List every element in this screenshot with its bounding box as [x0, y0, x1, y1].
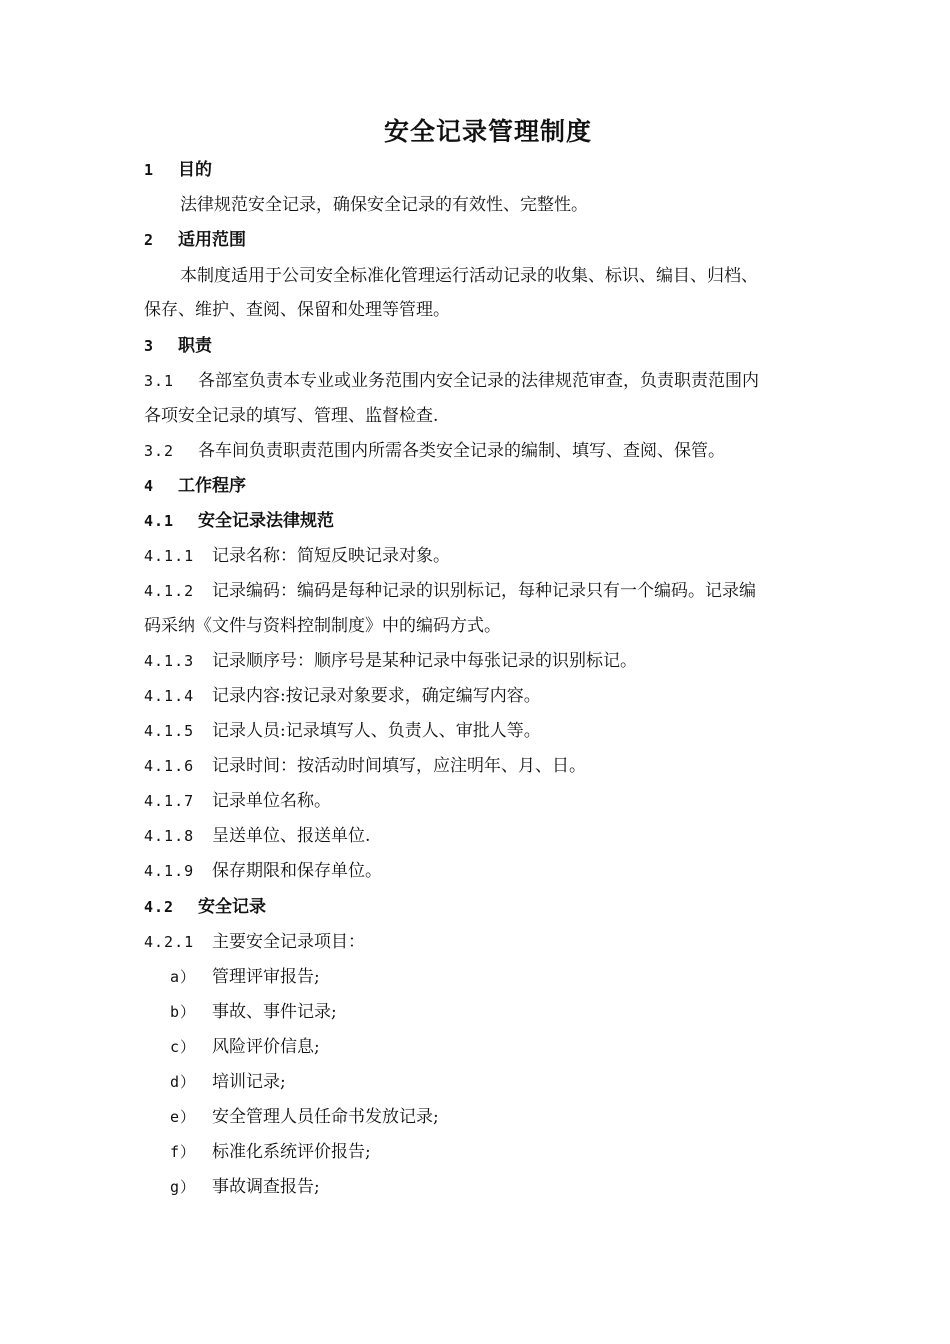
clause-number: 4.1.7 [144, 792, 195, 810]
clause-number: 4.1.9 [144, 862, 195, 880]
list-item-text: 事故调查报告; [212, 1177, 320, 1197]
section-1-heading [144, 158, 212, 182]
clause-number: 4.1.1 [144, 547, 195, 565]
list-marker: a） [170, 968, 197, 986]
clause-number: 4.1.5 [144, 722, 195, 740]
clause-text: 记录单位名称。 [212, 791, 331, 811]
clause-3-1 [144, 369, 759, 393]
clause-number: 4.1.3 [144, 652, 195, 670]
clause-number: 3.1 [144, 372, 175, 390]
list-marker: f） [170, 1143, 197, 1161]
list-item [170, 1000, 337, 1024]
section-3-heading [144, 334, 212, 358]
clause-4-1-6 [144, 754, 586, 778]
list-marker: b） [170, 1003, 197, 1021]
clause-4-1-8 [144, 824, 370, 848]
section-2-body-line-1: 本制度适用于公司安全标准化管理运行活动记录的收集、标识、编目、归档、 [180, 266, 758, 286]
clause-text: 记录名称：简短反映记录对象。 [212, 546, 450, 566]
clause-4-1-7 [144, 789, 331, 813]
list-marker: d） [170, 1073, 197, 1091]
clause-text: 记录顺序号：顺序号是某种记录中每张记录的识别标记。 [212, 651, 637, 671]
clause-4-1-1 [144, 544, 450, 568]
clause-number: 4.2.1 [144, 933, 195, 951]
document-title: 安全记录管理制度 [383, 117, 592, 146]
section-number: 3 [144, 337, 155, 355]
section-1-body: 法律规范安全记录，确保安全记录的有效性、完整性。 [180, 195, 588, 215]
clause-text: 记录时间：按活动时间填写，应注明年、月、日。 [212, 756, 586, 776]
list-marker: c） [170, 1038, 197, 1056]
list-item [170, 1070, 286, 1094]
clause-text: 保存期限和保存单位。 [212, 861, 382, 881]
list-item [170, 1035, 320, 1059]
clause-3-2 [144, 439, 725, 463]
list-item-text: 事故、事件记录; [212, 1002, 337, 1022]
list-item-text: 安全管理人员任命书发放记录; [212, 1107, 439, 1127]
section-4-heading [144, 474, 246, 498]
clause-text: 记录人员:记录填写人、负责人、审批人等。 [212, 721, 541, 741]
clause-text: 呈送单位、报送单位. [212, 826, 371, 846]
list-marker: g） [170, 1178, 197, 1196]
clause-text: 各车间负责职责范围内所需各类安全记录的编制、填写、查阅、保管。 [198, 441, 725, 461]
section-2-heading [144, 228, 246, 252]
subsection-4-1-heading [144, 509, 334, 533]
list-item-text: 培训记录; [212, 1072, 286, 1092]
section-number: 2 [144, 231, 155, 249]
section-number: 4 [144, 477, 155, 495]
list-item [170, 1175, 320, 1199]
subsection-number: 4.1 [144, 512, 175, 530]
clause-4-1-3 [144, 649, 637, 673]
subsection-number: 4.2 [144, 898, 175, 916]
section-title: 工作程序 [178, 476, 246, 496]
clause-number: 4.1.4 [144, 687, 195, 705]
section-title: 职责 [178, 336, 212, 356]
subsection-title: 安全记录法律规范 [198, 511, 334, 531]
subsection-title: 安全记录 [198, 897, 266, 917]
list-item-text: 管理评审报告; [212, 967, 320, 987]
clause-text: 记录编码：编码是每种记录的识别标记，每种记录只有一个编码。记录编 [212, 581, 756, 601]
section-number: 1 [144, 161, 155, 179]
clause-number: 4.1.2 [144, 582, 195, 600]
clause-3-1-continuation: 各项安全记录的填写、管理、监督检查. [144, 406, 439, 426]
clause-text: 记录内容:按记录对象要求，确定编写内容。 [212, 686, 541, 706]
clause-text: 主要安全记录项目： [212, 932, 365, 952]
list-item-text: 风险评价信息; [212, 1037, 320, 1057]
list-marker: e） [170, 1108, 197, 1126]
list-item-text: 标准化系统评价报告; [212, 1142, 371, 1162]
section-title: 适用范围 [178, 230, 246, 250]
clause-4-1-2 [144, 579, 756, 603]
clause-4-1-2-continuation: 码采纳《文件与资料控制制度》中的编码方式。 [144, 616, 501, 636]
clause-number: 4.1.8 [144, 827, 195, 845]
list-item [170, 965, 320, 989]
clause-4-1-9 [144, 859, 382, 883]
section-2-body-line-2: 保存、维护、查阅、保留和处理等管理。 [144, 300, 450, 320]
section-title: 目的 [178, 160, 212, 180]
clause-4-2-1 [144, 930, 365, 954]
clause-4-1-4 [144, 684, 541, 708]
clause-number: 3.2 [144, 442, 175, 460]
subsection-4-2-heading [144, 895, 266, 919]
clause-4-1-5 [144, 719, 541, 743]
clause-text: 各部室负责本专业或业务范围内安全记录的法律规范审查，负责职责范围内 [198, 371, 759, 391]
list-item [170, 1140, 371, 1164]
list-item [170, 1105, 439, 1129]
clause-number: 4.1.6 [144, 757, 195, 775]
